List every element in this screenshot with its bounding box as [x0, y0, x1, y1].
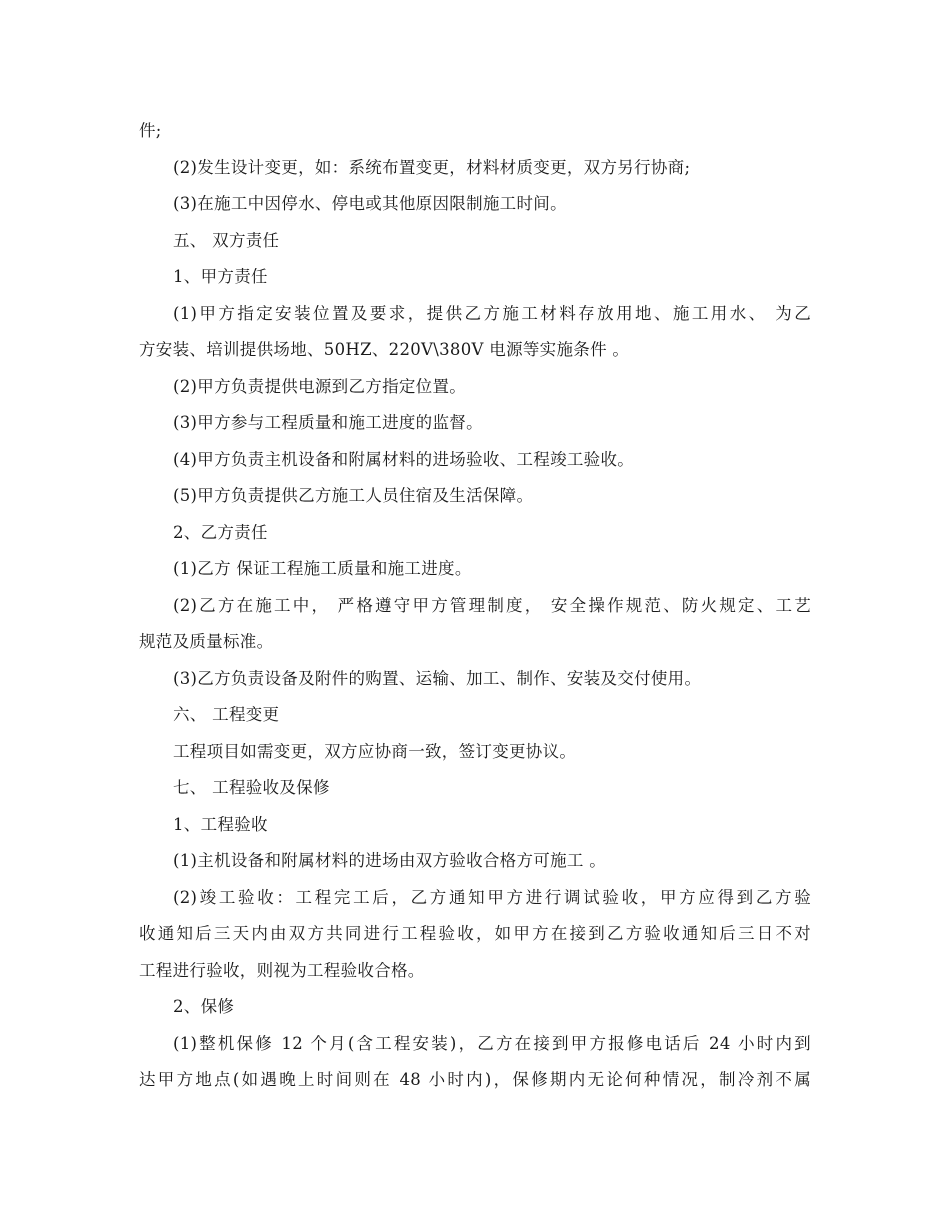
text-line: (1)主机设备和附属材料的进场由双方验收合格方可施工 。	[173, 851, 607, 870]
text-line: (4)甲方负责主机设备和附属材料的进场验收、工程竣工验收。	[173, 449, 635, 469]
text-line: (3)乙方负责设备及附件的购置、运输、加工、制作、安装及交付使用。	[173, 668, 702, 688]
text-line: (2)乙方在施工中， 严格遵守甲方管理制度， 安全操作规范、防火规定、工艺	[173, 595, 811, 615]
text-line: 工程进行验收，则视为工程验收合格。	[139, 960, 425, 980]
text-line: (5)甲方负责提供乙方施工人员住宿及生活保障。	[173, 486, 534, 505]
text-line: (2)甲方负责提供电源到乙方指定位置。	[173, 376, 467, 396]
text-line: 1、工程验收	[173, 814, 268, 834]
text-line: (1)整机保修 12 个月(含工程安装)，乙方在接到甲方报修电话后 24 小时内到	[173, 1033, 811, 1053]
text-line: 1、甲方责任	[173, 267, 268, 286]
text-line: 六、 工程变更	[173, 705, 280, 724]
text-line: 规范及质量标准。	[139, 632, 274, 651]
text-line: 五、 双方责任	[173, 230, 280, 250]
text-line: (2)竣工验收：工程完工后，乙方通知甲方进行调试验收，甲方应得到乙方验	[173, 887, 811, 907]
text-line: 方安装、培训提供场地、50HZ、220V\380V 电源等实施条件 。	[139, 340, 630, 359]
text-line: 七、 工程验收及保修	[173, 778, 330, 797]
text-line: 达甲方地点(如遇晚上时间则在 48 小时内)，保修期内无论何种情况，制冷剂不属	[139, 1070, 811, 1089]
text-line: (1)乙方 保证工程施工质量和施工进度。	[173, 559, 472, 578]
text-line: 2、保修	[173, 997, 235, 1016]
text-line: 收通知后三天内由双方共同进行工程验收，如甲方在接到乙方验收通知后三日不对	[139, 924, 811, 943]
text-line: (1)甲方指定安装位置及要求，提供乙方施工材料存放用地、施工用水、 为乙	[173, 303, 811, 323]
document-body	[139, 113, 811, 1099]
text-line: (3)甲方参与工程质量和施工进度的监督。	[173, 413, 483, 432]
text-line: (3)在施工中因停水、停电或其他原因限制施工时间。	[173, 194, 567, 213]
text-line: (2)发生设计变更，如：系统布置变更，材料材质变更，双方另行协商;	[173, 157, 691, 177]
text-line: 工程项目如需变更，双方应协商一致，签订变更协议。	[173, 741, 577, 761]
text-line: 2、乙方责任	[173, 522, 268, 542]
text-line: 件;	[139, 121, 162, 140]
